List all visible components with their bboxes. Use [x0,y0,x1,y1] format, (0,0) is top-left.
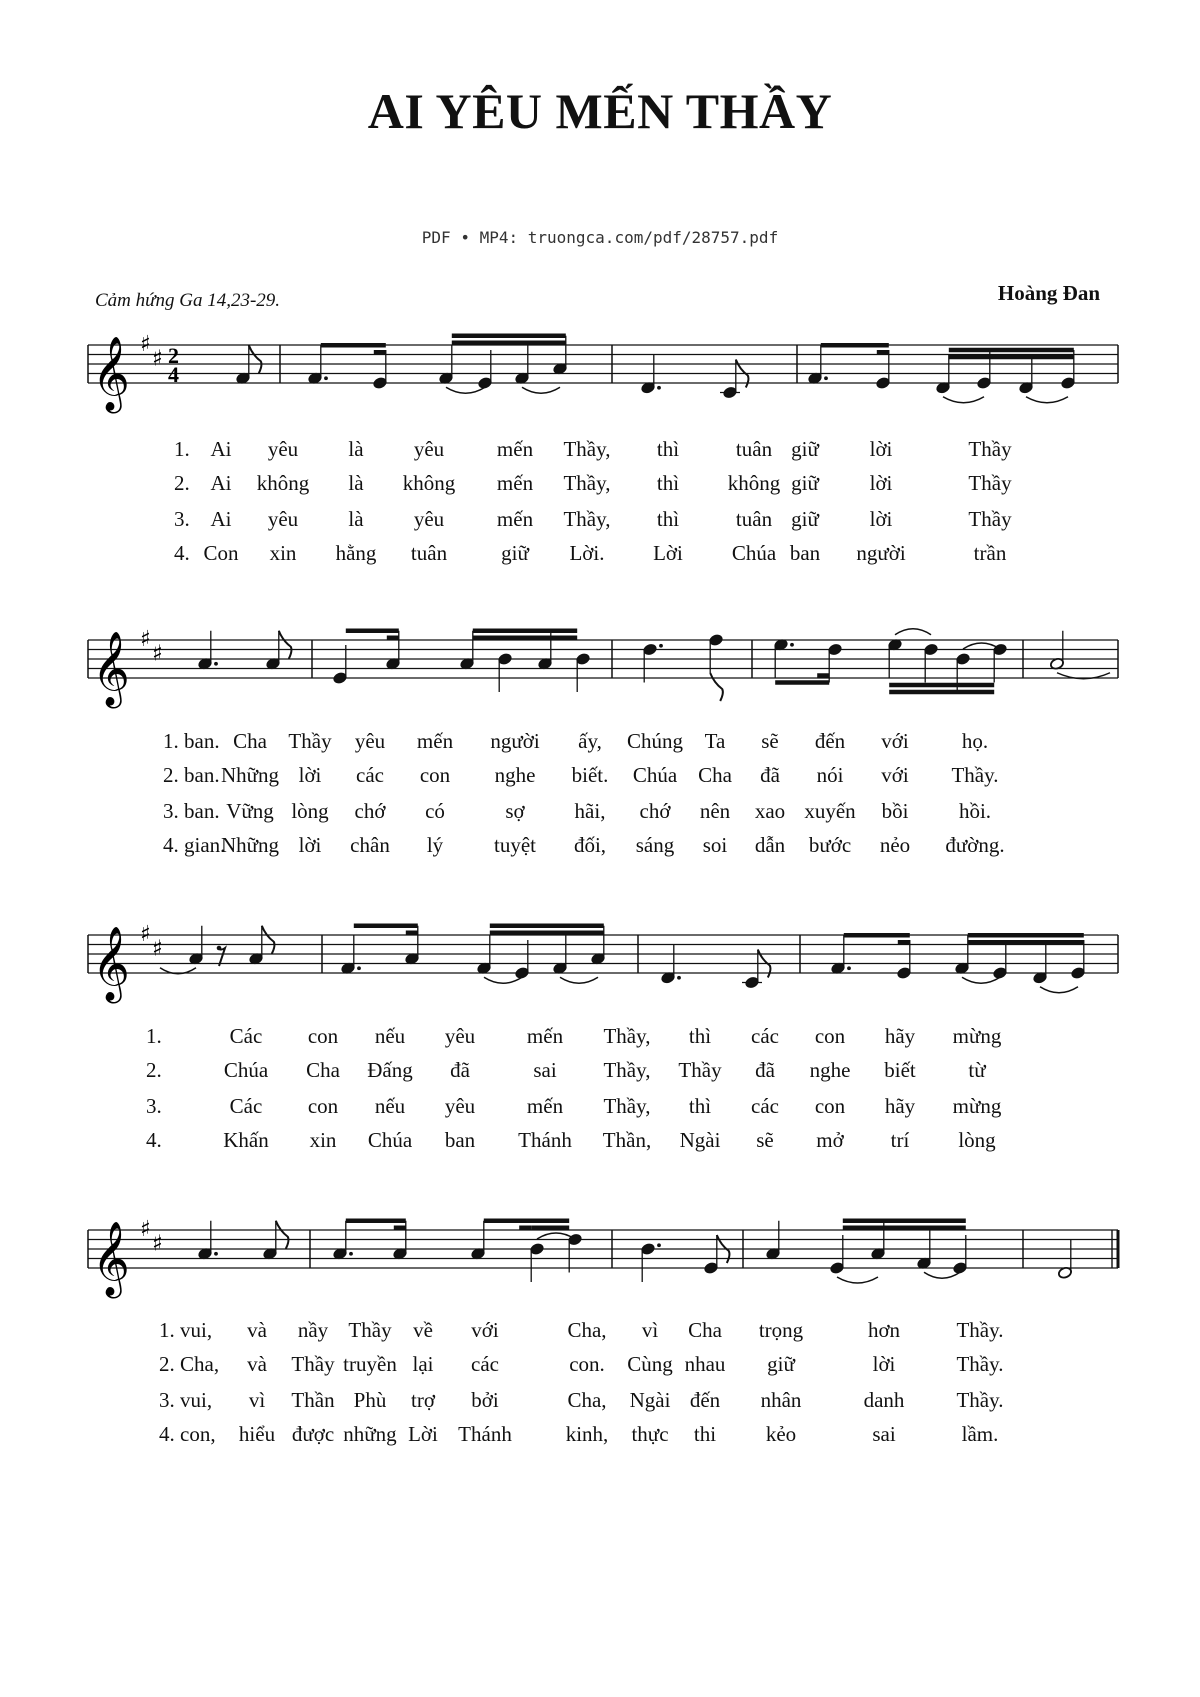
lyric-syllable: xao [754,799,786,823]
lyric-syllable: Thầy [678,1058,722,1082]
sharp-icon: ♯ [140,332,151,357]
lyric-syllable: con [307,1094,339,1118]
lyric-syllable: Thầy, [603,1058,651,1082]
lyric-syllable: 4. con, [159,1422,216,1446]
lyric-syllable: Ta [704,729,726,753]
lyric-syllable: bởi [471,1388,499,1412]
lyric-syllable: có [425,799,445,823]
slur [1026,397,1068,403]
lyric-syllable: Ngài [629,1388,671,1412]
lyric-syllable: thì [688,1024,712,1048]
lyric-syllable: Chúng [626,729,684,753]
lyric-syllable: hãi, [574,799,606,823]
lyric-syllable: chân [350,833,390,857]
lyric-syllable: nghe [494,763,536,787]
lyric-syllable: các [751,1024,779,1048]
dot [790,643,794,647]
lyric-syllable: mến [496,437,534,461]
lyric-syllable: sợ [505,799,525,823]
lyric-syllable: chớ [354,799,386,823]
sharp-icon: ♯ [152,641,163,667]
lyric-syllable: nhân [760,1388,802,1412]
lyric-syllable: Thầy. [956,1388,1004,1412]
lyric-syllable: lời [298,833,322,857]
lyric-syllable: các [356,763,384,787]
inspiration-note: Cảm hứng Ga 14,23-29. [95,290,281,311]
lyric-syllable: nẻo [879,833,911,857]
lyric-verse-3 [0,1094,1200,1124]
lyric-syllable: yêu [267,507,299,531]
lyric-syllable: Thầy [968,437,1012,461]
lyric-syllable: 3. [174,507,190,531]
sharp-icon: ♯ [140,627,151,652]
lyric-syllable: Ai [210,471,232,495]
lyric-syllable: biết. [571,763,609,787]
lyric-syllable: hiểu [238,1422,276,1446]
lyric-syllable: tuyệt [494,833,536,857]
lyric-syllable: tuân [410,541,448,565]
lyric-syllable: 4. [146,1128,162,1152]
lyric-syllable: giữ [791,507,819,531]
lyric-syllable: 3. [146,1094,162,1118]
lyric-syllable: được [291,1422,335,1446]
lyric-syllable: xuyến [804,799,856,823]
lyric-syllable: Lời [653,541,683,565]
lyric-verse-3 [0,1388,1200,1418]
lyric-syllable: lầm. [961,1422,999,1446]
treble-clef-icon: 𝄞 [92,927,130,1001]
lyric-syllable: và [247,1318,267,1342]
dot [357,966,361,970]
slur [446,387,485,393]
lyric-syllable: Cha [306,1058,340,1082]
staff-system-4 [88,1217,1118,1299]
lyric-syllable: trí [890,1128,910,1152]
lyric-syllable: Cha, [567,1318,607,1342]
lyric-syllable: Thầy. [956,1352,1004,1376]
lyric-syllable: mừng [952,1024,1002,1048]
sharp-icon: ♯ [140,1217,151,1242]
lyric-syllable: tuân [735,507,773,531]
lyric-syllable: yêu [354,729,386,753]
lyric-syllable: thì [656,437,680,461]
lyric-syllable: Thầy, [603,1024,651,1048]
lyric-syllable: thì [688,1094,712,1118]
lyric-syllable: lòng [958,1128,996,1152]
lyric-syllable: kẻo [765,1422,797,1446]
lyric-syllable: Khấn [223,1128,269,1152]
lyric-verse-4 [0,1422,1200,1452]
lyric-syllable: 3. vui, [159,1388,213,1412]
composer-name: Hoàng Đan [997,281,1100,305]
lyric-verse-3 [0,507,1200,537]
lyric-syllable: sẽ [761,729,779,753]
lyric-syllable: Các [229,1094,263,1118]
lyric-syllable: truyền [343,1352,397,1376]
lyric-syllable: mến [496,507,534,531]
lyric-syllable: hãy [884,1094,916,1118]
lyric-syllable: đến [689,1388,721,1412]
lyric-syllable: xin [309,1128,337,1152]
lyric-syllable: Cha [233,729,267,753]
lyric-syllable: tuân [735,437,773,461]
lyric-syllable: nầy [297,1318,329,1342]
lyric-syllable: hơn [867,1318,901,1342]
slur [962,977,1000,983]
slur [560,977,598,983]
lyric-syllable: không [727,471,781,495]
lyric-syllable: Thần [291,1388,335,1412]
lyric-syllable: 1. [174,437,190,461]
lyric-syllable: sai [533,1058,557,1082]
lyric-syllable: Ngài [679,1128,721,1152]
lyric-syllable: là [348,471,364,495]
lyric-syllable: đường. [945,833,1005,857]
lyric-syllable: Thầy, [563,507,611,531]
lyric-syllable: 2. [146,1058,162,1082]
lyric-syllable: lời [298,763,322,787]
lyric-syllable: họ. [961,729,989,753]
lyric-syllable: hằng [335,541,377,565]
sharp-icon: ♯ [152,936,163,962]
staff-system-2 [88,627,1118,709]
lyric-syllable: lời [869,507,893,531]
song-title: AI YÊU MẾN THẦY [367,83,833,139]
lyric-syllable: về [413,1318,433,1342]
slur [943,397,984,403]
dot [349,1252,353,1256]
lyric-syllable: không [402,471,456,495]
lyric-verse-4 [0,1128,1200,1158]
lyric-syllable: mừng [952,1094,1002,1118]
lyric-syllable: Ai [210,507,232,531]
lyric-syllable: đối, [573,833,607,857]
lyric-syllable: là [348,437,364,461]
lyric-syllable: chớ [639,799,671,823]
lyric-syllable: Thầy, [603,1094,651,1118]
sharp-icon: ♯ [152,346,163,372]
dot [824,376,828,380]
lyric-syllable: Chúa [367,1128,413,1152]
lyric-syllable: lời [869,437,893,461]
lyric-verse-2 [0,1058,1200,1088]
lyric-syllable: nên [699,799,731,823]
lyric-syllable: 2. [174,471,190,495]
lyric-syllable: giữ [791,471,819,495]
staff-system-1 [88,332,1118,414]
lyric-syllable: nhau [684,1352,726,1376]
lyric-syllable: sai [872,1422,896,1446]
lyric-syllable: sáng [635,833,675,857]
lyric-syllable: mến [496,471,534,495]
lyric-syllable: bồi [881,799,909,823]
lyric-syllable: yêu [413,437,445,461]
lyric-syllable: lời [869,471,893,495]
lyric-syllable: mến [526,1024,564,1048]
lyric-syllable: lòng [291,799,329,823]
lyric-syllable: Thầy [968,507,1012,531]
dot [657,1243,661,1247]
slur [522,387,560,393]
lyric-syllable: yêu [267,437,299,461]
lyric-syllable: Chúa [223,1058,269,1082]
lyric-syllable: người [490,729,540,753]
treble-clef-icon: 𝄞 [92,632,130,706]
lyric-syllable: con [814,1024,846,1048]
lyric-syllable: vì [641,1318,659,1342]
lyric-syllable: Những [220,833,280,857]
lyric-syllable: nếu [374,1094,406,1118]
lyric-syllable: từ [968,1058,986,1082]
lyric-syllable: thì [656,507,680,531]
lyric-syllable: không [256,471,310,495]
lyric-syllable: 4. [174,541,190,565]
staff-system-3 [88,922,1118,1004]
sharp-icon: ♯ [140,922,151,947]
lyric-syllable: và [247,1352,267,1376]
lyric-syllable: hãy [884,1024,916,1048]
sharp-icon: ♯ [152,1231,163,1257]
lyric-syllable: Thầy [288,729,332,753]
lyric-syllable: hồi. [958,799,992,823]
lyric-syllable: con [814,1094,846,1118]
lyric-syllable: nghe [809,1058,851,1082]
lyric-syllable: con [307,1024,339,1048]
lyric-syllable: thực [631,1422,669,1446]
lyric-syllable: mến [526,1094,564,1118]
lyric-syllable: 1. vui, [159,1318,213,1342]
lyric-syllable: đã [755,1058,775,1082]
lyric-syllable: Thầy [348,1318,392,1342]
lyric-syllable: Thầy, [563,437,611,461]
lyric-syllable: Cùng [627,1352,673,1376]
lyric-syllable: thi [693,1422,717,1446]
lyric-syllable: Con [203,541,239,565]
lyric-syllable: mở [816,1128,844,1152]
lyric-syllable: đến [814,729,846,753]
lyric-syllable: trần [973,541,1007,565]
slur [1040,987,1078,993]
lyric-syllable: trọng [758,1318,804,1342]
lyric-syllable: biết [884,1058,916,1082]
lyric-syllable: kinh, [565,1422,609,1446]
lyric-syllable: Các [229,1024,263,1048]
note-flag [279,631,292,659]
lyric-syllable: với [471,1318,499,1342]
dot [214,662,218,666]
note-flag [262,926,275,954]
lyric-syllable: đã [450,1058,470,1082]
lyric-syllable: 1. [146,1024,162,1048]
slur [895,629,931,635]
slur [924,1272,960,1278]
dot [847,966,851,970]
lyric-syllable: Những [220,763,280,787]
lyric-syllable: Thầy, [563,471,611,495]
lyric-verse-1 [0,1024,1200,1054]
lyric-syllable: 2. Cha, [159,1352,220,1376]
note-flag [710,673,723,701]
lyric-syllable: giữ [767,1352,795,1376]
lyric-syllable: con [419,763,451,787]
lyric-syllable: yêu [413,507,445,531]
rest-dot [217,946,222,951]
lyric-syllable: Cha, [567,1388,607,1412]
lyric-syllable: 4. gian. [163,833,226,857]
lyric-syllable: Ai [210,437,232,461]
slur [837,1277,878,1283]
lyric-syllable: những [343,1422,397,1446]
lyric-verse-1 [0,1318,1200,1348]
lyric-syllable: vì [248,1388,266,1412]
lyric-verse-3 [0,799,1200,829]
lyric-syllable: với [881,729,909,753]
lyric-syllable: ấy, [578,729,602,753]
lyric-syllable: Thánh [518,1128,572,1152]
time-sig-bottom: 4 [168,362,179,387]
lyric-syllable: yêu [444,1094,476,1118]
lyric-syllable: Thánh [458,1422,512,1446]
lyric-syllable: 2. ban. [163,763,220,787]
time-sig-top: 2 [168,343,179,368]
lyric-syllable: Cha [698,763,732,787]
lyric-verse-4 [0,833,1200,863]
slur [484,977,522,983]
lyric-syllable: Thầy [968,471,1012,495]
lyric-syllable: giữ [791,437,819,461]
treble-clef-icon: 𝄞 [92,337,130,411]
lyric-syllable: danh [863,1388,905,1412]
lyric-verse-2 [0,471,1200,501]
lyric-syllable: Thầy [291,1352,335,1376]
lyric-syllable: Thầy. [956,1318,1004,1342]
lyric-syllable: thì [656,471,680,495]
lyric-syllable: trợ [411,1388,435,1412]
note-flag [276,1221,289,1249]
lyric-syllable: Vững [226,799,274,823]
lyric-syllable: Thầy. [951,763,999,787]
lyric-syllable: Chúa [731,541,777,565]
lyric-syllable: Phù [353,1388,387,1412]
lyric-verse-2 [0,763,1200,793]
lyric-verse-2 [0,1352,1200,1382]
lyric-syllable: Đấng [367,1058,413,1082]
lyric-syllable: xin [269,541,297,565]
lyric-syllable: dẫn [754,833,786,857]
lyric-syllable: Lời [408,1422,438,1446]
lyric-syllable: sẽ [756,1128,774,1152]
lyric-syllable: các [471,1352,499,1376]
dot [657,386,661,390]
lyric-syllable: 1. ban. [163,729,220,753]
treble-clef-icon: 𝄞 [92,1222,130,1296]
dot [677,976,681,980]
lyric-syllable: đã [760,763,780,787]
lyric-syllable: nếu [374,1024,406,1048]
lyric-syllable: ban [444,1128,476,1152]
lyric-syllable: giữ [501,541,529,565]
lyric-verse-1 [0,437,1200,467]
lyric-syllable: với [881,763,909,787]
lyric-syllable: lời [872,1352,896,1376]
lyric-syllable: là [348,507,364,531]
dot [324,376,328,380]
note-flag [249,345,262,373]
lyric-syllable: nói [816,763,844,787]
lyric-verse-4 [0,541,1200,571]
lyric-syllable: yêu [444,1024,476,1048]
lyric-syllable: Thần, [602,1128,652,1152]
dot [214,1252,218,1256]
lyric-syllable: Lời. [569,541,605,565]
lyric-syllable: lại [412,1352,434,1376]
lyric-syllable: ban [789,541,821,565]
lyric-syllable: các [751,1094,779,1118]
lyric-syllable: Cha [688,1318,722,1342]
lyric-syllable: soi [702,833,728,857]
lyric-syllable: lý [426,833,444,857]
dot [659,644,663,648]
lyric-syllable: Chúa [632,763,678,787]
lyric-syllable: 3. ban. [163,799,220,823]
lyric-syllable: mến [416,729,454,753]
lyric-syllable: con. [569,1352,605,1376]
lyric-syllable: bước [808,833,852,857]
lyric-syllable: người [856,541,906,565]
lyric-verse-1 [0,729,1200,759]
source-link[interactable]: PDF • MP4: truongca.com/pdf/28757.pdf [421,228,779,247]
